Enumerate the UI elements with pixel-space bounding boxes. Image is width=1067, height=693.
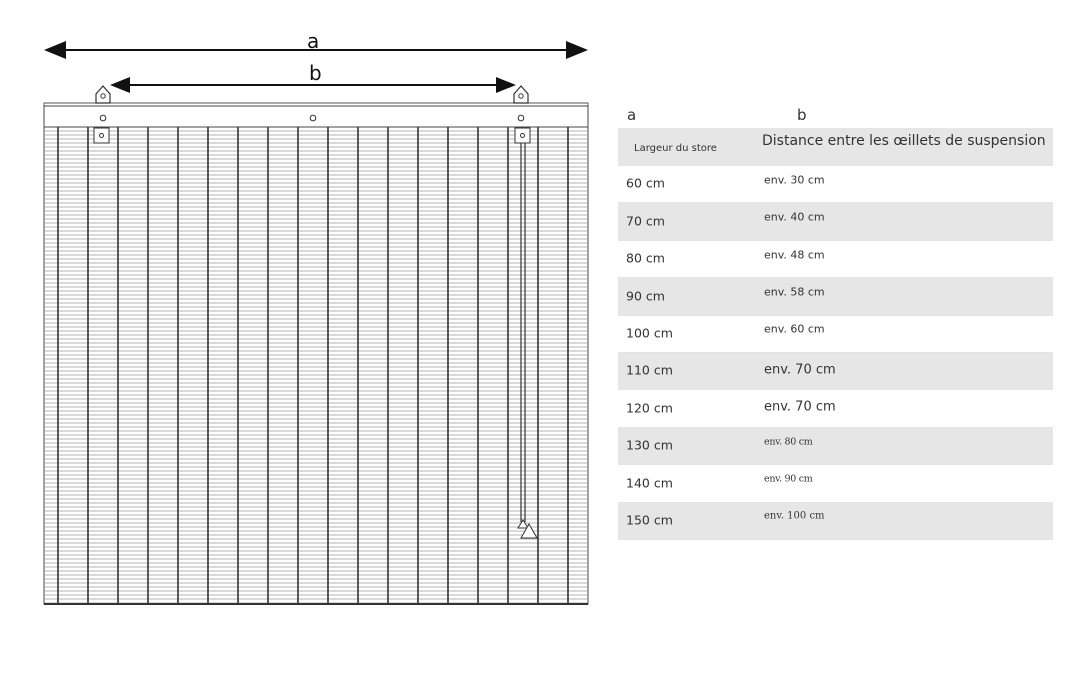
table-row bbox=[618, 503, 1053, 540]
distance-cell: env. 90 cm bbox=[764, 473, 813, 485]
left-eyelet-icon bbox=[96, 86, 110, 103]
size-table bbox=[618, 128, 1053, 540]
distance-cell: env. 30 cm bbox=[764, 173, 825, 187]
width-cell: 90 cm bbox=[626, 288, 665, 304]
width-cell: 100 cm bbox=[626, 325, 673, 341]
width-cell: 70 cm bbox=[626, 213, 665, 229]
table-header-row bbox=[618, 128, 1053, 166]
right-cord-guide bbox=[515, 128, 530, 143]
table-row bbox=[618, 353, 1053, 390]
header-width: Largeur du store bbox=[634, 143, 717, 154]
table-row bbox=[618, 428, 1053, 465]
distance-cell: env. 48 cm bbox=[764, 248, 825, 262]
dimension-b-label: b bbox=[309, 61, 322, 85]
width-cell: 120 cm bbox=[626, 400, 673, 416]
table-row bbox=[618, 203, 1053, 240]
distance-cell: env. 70 cm bbox=[764, 399, 836, 415]
width-cell: 150 cm bbox=[626, 512, 673, 528]
column-b-letter: b bbox=[797, 106, 807, 124]
table-row bbox=[618, 241, 1053, 278]
right-eyelet-icon bbox=[514, 86, 528, 103]
width-cell: 130 cm bbox=[626, 437, 673, 453]
dimension-a-label: a bbox=[307, 29, 320, 53]
distance-cell: env. 80 cm bbox=[764, 436, 813, 448]
distance-cell: env. 70 cm bbox=[764, 362, 836, 378]
header-distance: Distance entre les œillets de suspension bbox=[762, 133, 1046, 149]
width-cell: 110 cm bbox=[626, 362, 673, 378]
table-row bbox=[618, 465, 1053, 502]
distance-cell: env. 58 cm bbox=[764, 285, 825, 299]
table-row bbox=[618, 166, 1053, 203]
head-rail bbox=[44, 103, 588, 127]
left-cord-guide bbox=[94, 128, 109, 143]
table-row bbox=[618, 278, 1053, 315]
distance-cell: env. 40 cm bbox=[764, 210, 825, 224]
blind-slats bbox=[44, 127, 588, 604]
width-cell: 80 cm bbox=[626, 250, 665, 266]
distance-cell: env. 60 cm bbox=[764, 322, 825, 336]
column-a-letter: a bbox=[627, 106, 637, 124]
table-row bbox=[618, 316, 1053, 353]
distance-cell: env. 100 cm bbox=[764, 510, 825, 522]
width-cell: 140 cm bbox=[626, 475, 673, 491]
table-row bbox=[618, 390, 1053, 427]
width-cell: 60 cm bbox=[626, 175, 665, 191]
